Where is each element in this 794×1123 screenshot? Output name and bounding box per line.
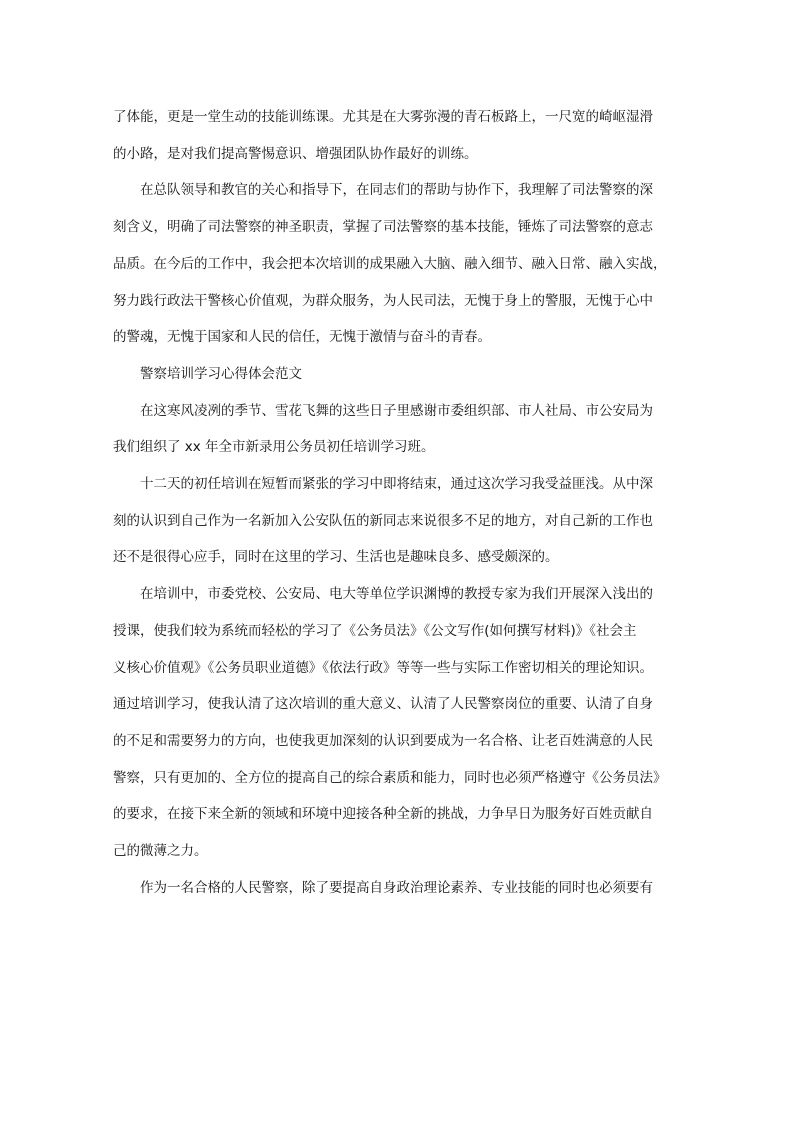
text-line: 了体能，更是一堂生动的技能训练课。尤其是在大雾弥漫的青石板路上，一尺宽的崎岖湿滑 (113, 109, 653, 125)
paragraph-start-line: 在培训中，市委党校、公安局、电大等单位学识渊博的教授专家为我们开展深入浅出的 (140, 586, 653, 603)
text-line: 的不足和需要努力的方向，也使我更加深刻的认识到要成为一名合格、让老百姓满意的人民 (113, 732, 653, 749)
paragraph-start-line: 十二天的初任培训在短暂而紧张的学习中即将结束，通过这次学习我受益匪浅。从中深 (140, 476, 653, 493)
text-line: 我们组织了 xx 年全市新录用公务员初任培训学习班。 (113, 439, 435, 456)
paragraph-start-line: 在这寒风凌冽的季节、雪花飞舞的这些日子里感谢市委组织部、市人社局、市公安局为 (140, 402, 653, 419)
text-line: 警察，只有更加的、全方位的提高自己的综合素质和能力，同时也必须严格遵守《公务员法》 (113, 769, 667, 786)
section-heading: 警察培训学习心得体会范文 (140, 365, 302, 382)
text-line: 的警魂，无愧于国家和人民的信任，无愧于激情与奋斗的青春。 (113, 329, 491, 346)
paragraph-start-line: 作为一名合格的人民警察，除了要提高自身政治理论素养、专业技能的同时也必须要有 (140, 879, 653, 896)
text-line: 刻含义，明确了司法警察的神圣职责，掌握了司法警察的基本技能，锤炼了司法警察的意志 (113, 219, 653, 236)
text-line: 的要求，在接下来全新的领域和环境中迎接各种全新的挑战，力争早日为服务好百姓贡献自 (113, 806, 653, 823)
text-line: 义核心价值观》《公务员职业道德》《依法行政》等等一些与实际工作密切相关的理论知识。 (113, 659, 653, 676)
text-line: 己的微薄之力。 (113, 843, 208, 860)
text-line: 品质。在今后的工作中，我会把本次培训的成果融入大脑、融入细节、融入日常、融入实战， (113, 255, 667, 272)
paragraph-start-line: 在总队领导和教官的关心和指导下，在同志们的帮助与协作下，我理解了司法警察的深 (140, 182, 653, 199)
text-line: 的小路，是对我们提高警惕意识、增强团队协作最好的训练。 (113, 145, 478, 162)
text-line: 授课，使我们较为系统而轻松的学习了《公务员法》《公文写作(如何撰写材料)》《社会主 (113, 622, 637, 639)
text-line: 努力践行政法干警核心价值观，为群众服务，为人民司法，无愧于身上的警服，无愧于心中 (113, 292, 653, 309)
text-line: 刻的认识到自己作为一名新加入公安队伍的新同志来说很多不足的地方，对自己新的工作也 (113, 512, 653, 529)
text-line: 通过培训学习，使我认清了这次培训的重大意义、认清了人民警察岗位的重要、认清了自身 (113, 696, 653, 713)
document-body (113, 99, 679, 906)
text-line: 还不是很得心应手，同时在这里的学习、生活也是趣味良多、感受颇深的。 (113, 549, 559, 566)
